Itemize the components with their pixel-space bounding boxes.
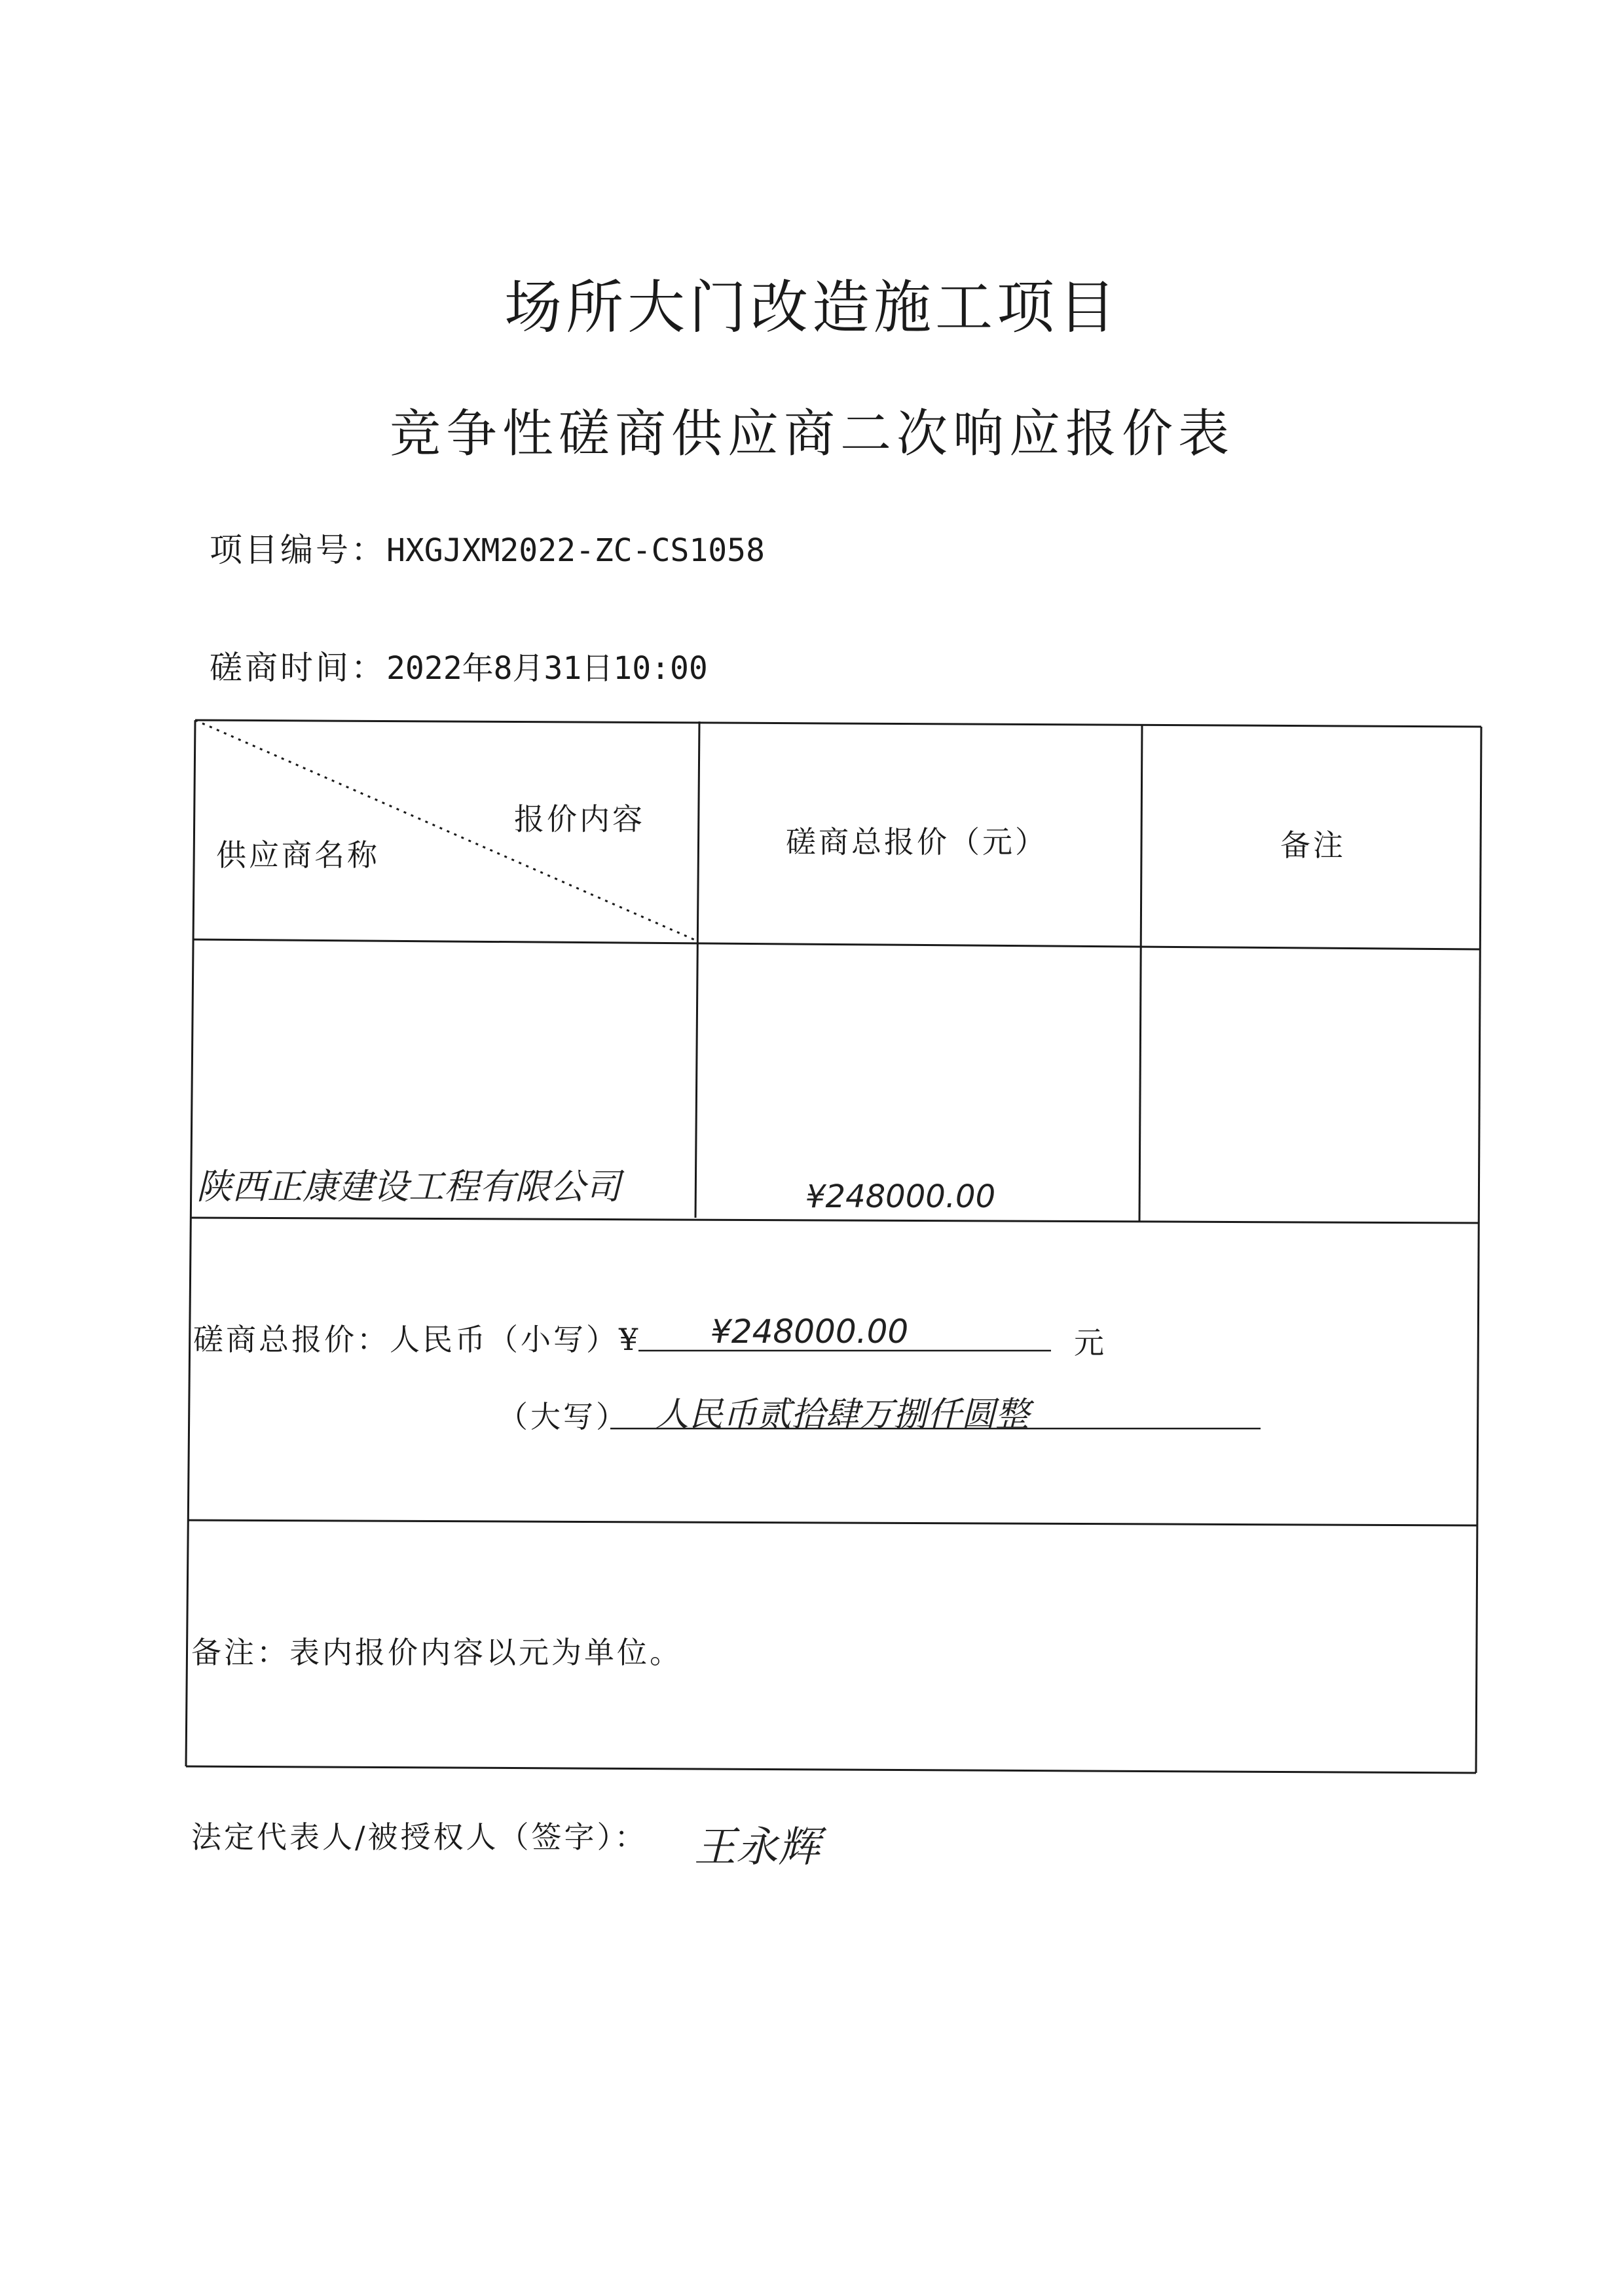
project-number-value: HXGJXM2022-ZC-CS1058 <box>386 532 765 569</box>
header-total-quote: 磋商总报价（元） <box>786 824 1048 860</box>
table-note: 备注：表内报价内容以元为单位。 <box>191 1635 682 1670</box>
summary-lowercase-value: ¥248000.00 <box>710 1313 909 1351</box>
table-top-border <box>195 720 1481 727</box>
negotiation-time-label: 磋商时间： <box>210 649 386 687</box>
page-title: 场所大门改造施工项目 <box>504 274 1120 341</box>
signature-name: 王永辉 <box>694 1823 820 1872</box>
col-sep-1 <box>695 721 699 1218</box>
col-sep-2 <box>1139 724 1142 1222</box>
header-remark: 备注 <box>1280 828 1346 863</box>
row-sep-header <box>194 939 1480 949</box>
summary-uppercase-label: （大写） <box>498 1399 629 1434</box>
table-bottom-border <box>186 1766 1476 1773</box>
negotiation-time-value: 2022年8月31日10:00 <box>386 650 708 687</box>
row-sep-data <box>191 1218 1479 1223</box>
table-right-border <box>1476 727 1481 1773</box>
header-quote-content: 报价内容 <box>514 801 645 837</box>
supplier-name-cell: 陕西正康建设工程有限公司 <box>196 1166 621 1207</box>
row-sep-summary <box>189 1520 1477 1525</box>
summary-unit: 元 <box>1074 1325 1107 1360</box>
header-supplier-name: 供应商名称 <box>216 837 380 873</box>
summary-label: 磋商总报价：人民币（小写）¥ <box>193 1322 641 1357</box>
table-left-border <box>186 720 195 1766</box>
signature-label: 法定代表人/被授权人（签字）： <box>191 1819 648 1855</box>
project-number-label: 项目编号： <box>210 531 386 569</box>
summary-uppercase-value: 人民币贰拾肆万捌仟圆整 <box>655 1395 1030 1434</box>
page-subtitle: 竞争性磋商供应商二次响应报价表 <box>389 405 1234 464</box>
total-quote-cell: ¥248000.00 <box>805 1178 996 1215</box>
